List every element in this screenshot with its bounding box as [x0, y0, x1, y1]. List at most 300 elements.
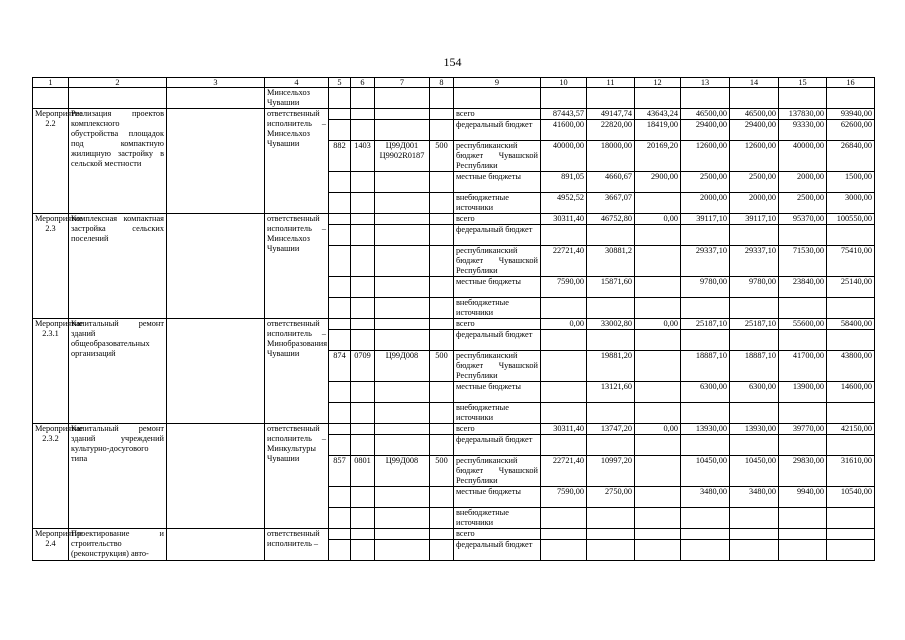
header-row	[33, 78, 875, 88]
amount-cell: 42150,00	[827, 424, 875, 435]
amount-cell: 55600,00	[779, 319, 827, 330]
amount-cell	[635, 435, 681, 456]
amount-cell	[681, 540, 730, 561]
empty-cell	[329, 540, 351, 561]
amount-cell	[827, 225, 875, 246]
funding-source: федеральный бюджет	[454, 330, 541, 351]
measure-name: Проектирование и строительство (реконструкция) авто-	[69, 529, 167, 561]
amount-cell: 137830,00	[779, 109, 827, 120]
empty-cell	[329, 193, 351, 214]
empty-cell	[329, 319, 351, 330]
table-row	[33, 319, 875, 330]
carryover-row	[33, 88, 875, 109]
table-row	[33, 214, 875, 225]
amount-cell: 10450,00	[681, 456, 730, 487]
empty-cell	[430, 319, 454, 330]
funding-source: всего	[454, 529, 541, 540]
empty-cell	[375, 88, 430, 109]
executor-cell: ответственный исполнитель – Минкультуры Чувашии	[265, 424, 329, 529]
amount-cell	[681, 225, 730, 246]
measure-name: Капитальный ремонт зданий общеобразовательных организаций	[69, 319, 167, 424]
code-expense: 500	[430, 351, 454, 382]
amount-cell	[779, 540, 827, 561]
empty-cell	[375, 330, 430, 351]
amount-cell: 46500,00	[681, 109, 730, 120]
amount-cell: 10450,00	[730, 456, 779, 487]
amount-cell	[730, 330, 779, 351]
code-target: Ц99Д008	[375, 456, 430, 487]
empty-cell	[69, 88, 167, 109]
empty-cell	[430, 382, 454, 403]
amount-cell: 891,05	[541, 172, 587, 193]
empty-cell	[430, 88, 454, 109]
code-grbs: 874	[329, 351, 351, 382]
amount-cell: 0,00	[635, 214, 681, 225]
amount-cell	[730, 540, 779, 561]
empty-cell	[730, 88, 779, 109]
amount-cell	[827, 298, 875, 319]
empty-cell	[430, 508, 454, 529]
code-expense: 500	[430, 141, 454, 172]
empty-cell	[351, 214, 375, 225]
empty-cell	[351, 403, 375, 424]
empty-cell	[351, 298, 375, 319]
empty-cell	[375, 225, 430, 246]
amount-cell	[541, 382, 587, 403]
amount-cell	[635, 540, 681, 561]
executor-cell: ответственный исполнитель –	[265, 529, 329, 561]
empty-cell	[375, 319, 430, 330]
empty-cell	[329, 298, 351, 319]
code-section: 1403	[351, 141, 375, 172]
code-grbs: 882	[329, 141, 351, 172]
amount-cell: 3667,07	[587, 193, 635, 214]
empty-cell	[375, 298, 430, 319]
empty-cell	[375, 424, 430, 435]
amount-cell: 29400,00	[730, 120, 779, 141]
funding-source: внебюджетные источники	[454, 298, 541, 319]
empty-cell	[375, 246, 430, 277]
amount-cell: 10997,20	[587, 456, 635, 487]
amount-cell: 40000,00	[779, 141, 827, 172]
empty-cell	[167, 214, 265, 319]
amount-cell	[779, 435, 827, 456]
amount-cell: 0,00	[541, 319, 587, 330]
amount-cell: 13747,20	[587, 424, 635, 435]
empty-cell	[587, 88, 635, 109]
amount-cell: 87443,57	[541, 109, 587, 120]
empty-cell	[351, 172, 375, 193]
amount-cell: 41700,00	[779, 351, 827, 382]
column-header: 13	[681, 78, 730, 88]
empty-cell	[329, 120, 351, 141]
empty-cell	[351, 109, 375, 120]
empty-cell	[430, 298, 454, 319]
column-header: 4	[265, 78, 329, 88]
amount-cell: 25187,10	[681, 319, 730, 330]
empty-cell	[167, 109, 265, 214]
amount-cell	[541, 225, 587, 246]
amount-cell: 3480,00	[730, 487, 779, 508]
amount-cell	[541, 330, 587, 351]
empty-cell	[430, 214, 454, 225]
amount-cell: 26840,00	[827, 141, 875, 172]
empty-cell	[329, 487, 351, 508]
amount-cell: 39770,00	[779, 424, 827, 435]
empty-cell	[430, 403, 454, 424]
funding-source: всего	[454, 424, 541, 435]
empty-cell	[375, 403, 430, 424]
empty-cell	[635, 88, 681, 109]
empty-cell	[351, 508, 375, 529]
amount-cell	[827, 435, 875, 456]
amount-cell: 7590,00	[541, 487, 587, 508]
amount-cell	[635, 508, 681, 529]
empty-cell	[329, 172, 351, 193]
amount-cell	[635, 277, 681, 298]
amount-cell: 2750,00	[587, 487, 635, 508]
amount-cell: 13900,00	[779, 382, 827, 403]
amount-cell	[827, 540, 875, 561]
empty-cell	[329, 382, 351, 403]
funding-source: внебюджетные источники	[454, 508, 541, 529]
empty-cell	[351, 319, 375, 330]
funding-source: внебюджетные источники	[454, 403, 541, 424]
amount-cell: 15871,60	[587, 277, 635, 298]
code-expense: 500	[430, 456, 454, 487]
amount-cell: 93940,00	[827, 109, 875, 120]
measure-id: Мероприятие 2.2	[33, 109, 69, 214]
amount-cell: 13930,00	[681, 424, 730, 435]
amount-cell	[681, 298, 730, 319]
amount-cell: 71530,00	[779, 246, 827, 277]
amount-cell: 18887,10	[681, 351, 730, 382]
amount-cell: 46752,80	[587, 214, 635, 225]
amount-cell: 29830,00	[779, 456, 827, 487]
empty-cell	[375, 382, 430, 403]
empty-cell	[33, 88, 69, 109]
empty-cell	[779, 88, 827, 109]
amount-cell: 29337,10	[730, 246, 779, 277]
table-row	[33, 109, 875, 120]
amount-cell: 2900,00	[635, 172, 681, 193]
amount-cell: 2000,00	[681, 193, 730, 214]
funding-source: федеральный бюджет	[454, 540, 541, 561]
amount-cell: 95370,00	[779, 214, 827, 225]
amount-cell	[730, 298, 779, 319]
amount-cell: 29337,10	[681, 246, 730, 277]
column-header: 14	[730, 78, 779, 88]
amount-cell	[587, 225, 635, 246]
amount-cell	[730, 529, 779, 540]
executor-cell: ответственный исполнитель – Минобразования Чувашии	[265, 319, 329, 424]
amount-cell	[730, 508, 779, 529]
amount-cell: 25187,10	[730, 319, 779, 330]
amount-cell	[635, 382, 681, 403]
empty-cell	[375, 120, 430, 141]
measure-id: Мероприятие 2.4	[33, 529, 69, 561]
empty-cell	[375, 435, 430, 456]
measure-id: Мероприятие 2.3.2	[33, 424, 69, 529]
amount-cell: 3480,00	[681, 487, 730, 508]
amount-cell: 22721,40	[541, 456, 587, 487]
table-row	[33, 424, 875, 435]
amount-cell: 93330,00	[779, 120, 827, 141]
empty-cell	[430, 424, 454, 435]
amount-cell	[779, 225, 827, 246]
funding-source: местные бюджеты	[454, 487, 541, 508]
amount-cell: 19881,20	[587, 351, 635, 382]
amount-cell: 0,00	[635, 319, 681, 330]
empty-cell	[430, 540, 454, 561]
amount-cell: 6300,00	[681, 382, 730, 403]
empty-cell	[351, 540, 375, 561]
empty-cell	[167, 424, 265, 529]
amount-cell: 7590,00	[541, 277, 587, 298]
amount-cell	[779, 330, 827, 351]
amount-cell: 3000,00	[827, 193, 875, 214]
table-row	[33, 529, 875, 540]
empty-cell	[329, 277, 351, 298]
amount-cell	[541, 298, 587, 319]
empty-cell	[351, 246, 375, 277]
amount-cell	[541, 351, 587, 382]
amount-cell: 30881,2	[587, 246, 635, 277]
amount-cell: 12600,00	[730, 141, 779, 172]
amount-cell: 2500,00	[730, 172, 779, 193]
empty-cell	[430, 109, 454, 120]
amount-cell: 18000,00	[587, 141, 635, 172]
code-target: Ц99Д008	[375, 351, 430, 382]
amount-cell	[779, 298, 827, 319]
empty-cell	[351, 435, 375, 456]
amount-cell	[587, 435, 635, 456]
amount-cell: 30311,40	[541, 214, 587, 225]
empty-cell	[351, 193, 375, 214]
empty-cell	[351, 382, 375, 403]
empty-cell	[329, 508, 351, 529]
empty-cell	[351, 529, 375, 540]
amount-cell	[635, 225, 681, 246]
empty-cell	[375, 214, 430, 225]
empty-cell	[454, 88, 541, 109]
amount-cell	[587, 529, 635, 540]
amount-cell: 18887,10	[730, 351, 779, 382]
empty-cell	[375, 508, 430, 529]
empty-cell	[430, 120, 454, 141]
amount-cell: 13930,00	[730, 424, 779, 435]
funding-source: федеральный бюджет	[454, 120, 541, 141]
column-header: 7	[375, 78, 430, 88]
amount-cell	[635, 351, 681, 382]
amount-cell: 33002,80	[587, 319, 635, 330]
amount-cell: 9780,00	[730, 277, 779, 298]
code-grbs: 857	[329, 456, 351, 487]
amount-cell: 2000,00	[730, 193, 779, 214]
amount-cell: 14600,00	[827, 382, 875, 403]
amount-cell	[587, 330, 635, 351]
empty-cell	[430, 529, 454, 540]
code-section: 0801	[351, 456, 375, 487]
empty-cell	[329, 214, 351, 225]
empty-cell	[351, 88, 375, 109]
empty-cell	[351, 120, 375, 141]
amount-cell	[779, 508, 827, 529]
column-header: 9	[454, 78, 541, 88]
column-header: 12	[635, 78, 681, 88]
empty-cell	[329, 529, 351, 540]
column-header: 6	[351, 78, 375, 88]
amount-cell	[635, 330, 681, 351]
amount-cell	[635, 456, 681, 487]
amount-cell	[635, 487, 681, 508]
empty-cell	[167, 529, 265, 561]
amount-cell: 43643,24	[635, 109, 681, 120]
code-section: 0709	[351, 351, 375, 382]
amount-cell	[827, 508, 875, 529]
empty-cell	[375, 487, 430, 508]
amount-cell	[587, 403, 635, 424]
executor-cell: ответственный исполнитель – Минсельхоз Чувашии	[265, 214, 329, 319]
amount-cell	[730, 435, 779, 456]
amount-cell	[587, 540, 635, 561]
amount-cell: 4660,67	[587, 172, 635, 193]
amount-cell: 4952,52	[541, 193, 587, 214]
empty-cell	[351, 424, 375, 435]
empty-cell	[351, 225, 375, 246]
amount-cell	[541, 403, 587, 424]
funding-source: федеральный бюджет	[454, 225, 541, 246]
amount-cell: 9780,00	[681, 277, 730, 298]
amount-cell: 10540,00	[827, 487, 875, 508]
empty-cell	[351, 487, 375, 508]
amount-cell: 23840,00	[779, 277, 827, 298]
amount-cell	[681, 435, 730, 456]
funding-source: местные бюджеты	[454, 277, 541, 298]
empty-cell	[375, 540, 430, 561]
amount-cell: 25140,00	[827, 277, 875, 298]
amount-cell: 13121,60	[587, 382, 635, 403]
amount-cell	[730, 403, 779, 424]
amount-cell	[779, 403, 827, 424]
column-header: 10	[541, 78, 587, 88]
amount-cell	[681, 330, 730, 351]
empty-cell	[351, 277, 375, 298]
amount-cell: 0,00	[635, 424, 681, 435]
measure-id: Мероприятие 2.3	[33, 214, 69, 319]
amount-cell: 2000,00	[779, 172, 827, 193]
amount-cell: 75410,00	[827, 246, 875, 277]
funding-source: республиканский бюджет Чувашской Республики	[454, 351, 541, 382]
column-header: 1	[33, 78, 69, 88]
funding-source: внебюджетные источники	[454, 193, 541, 214]
empty-cell	[329, 88, 351, 109]
amount-cell	[681, 403, 730, 424]
empty-cell	[430, 435, 454, 456]
amount-cell: 40000,00	[541, 141, 587, 172]
amount-cell: 20169,20	[635, 141, 681, 172]
amount-cell	[681, 529, 730, 540]
amount-cell: 2500,00	[681, 172, 730, 193]
empty-cell	[375, 529, 430, 540]
amount-cell	[827, 529, 875, 540]
amount-cell	[635, 403, 681, 424]
empty-cell	[430, 330, 454, 351]
measure-name: Комплексная компактная застройка сельских поселений	[69, 214, 167, 319]
empty-cell	[167, 88, 265, 109]
amount-cell: 43800,00	[827, 351, 875, 382]
column-header: 15	[779, 78, 827, 88]
funding-source: местные бюджеты	[454, 382, 541, 403]
empty-cell	[375, 277, 430, 298]
empty-cell	[329, 435, 351, 456]
empty-cell	[329, 109, 351, 120]
funding-source: республиканский бюджет Чувашской Республики	[454, 246, 541, 277]
empty-cell	[375, 172, 430, 193]
amount-cell: 12600,00	[681, 141, 730, 172]
empty-cell	[430, 246, 454, 277]
budget-table	[32, 77, 875, 561]
executor-cell: ответственный исполнитель – Минсельхоз Чувашии	[265, 109, 329, 214]
amount-cell: 1500,00	[827, 172, 875, 193]
empty-cell	[375, 109, 430, 120]
empty-cell	[329, 330, 351, 351]
empty-cell	[430, 277, 454, 298]
measure-name: Капитальный ремонт зданий учреждений культурно-досугового типа	[69, 424, 167, 529]
empty-cell	[827, 88, 875, 109]
amount-cell: 100550,00	[827, 214, 875, 225]
amount-cell	[827, 330, 875, 351]
empty-cell	[167, 319, 265, 424]
amount-cell: 30311,40	[541, 424, 587, 435]
funding-source: федеральный бюджет	[454, 435, 541, 456]
code-target: Ц99Д001 Ц9902R0187	[375, 141, 430, 172]
measure-name: Реализация проектов комплексного обустройства площадок под компактную жилищную застройку в сельской местности	[69, 109, 167, 214]
empty-cell	[430, 487, 454, 508]
amount-cell: 29400,00	[681, 120, 730, 141]
empty-cell	[329, 403, 351, 424]
empty-cell	[329, 225, 351, 246]
amount-cell: 6300,00	[730, 382, 779, 403]
amount-cell: 41600,00	[541, 120, 587, 141]
empty-cell	[681, 88, 730, 109]
page-number: 154	[443, 55, 462, 69]
amount-cell: 22721,40	[541, 246, 587, 277]
empty-cell	[541, 88, 587, 109]
amount-cell: 22820,00	[587, 120, 635, 141]
amount-cell: 9940,00	[779, 487, 827, 508]
empty-cell	[430, 172, 454, 193]
amount-cell	[827, 403, 875, 424]
amount-cell	[541, 508, 587, 529]
column-header: 5	[329, 78, 351, 88]
amount-cell: 2500,00	[779, 193, 827, 214]
empty-cell	[430, 193, 454, 214]
empty-cell	[329, 424, 351, 435]
amount-cell: 46500,00	[730, 109, 779, 120]
amount-cell	[541, 540, 587, 561]
funding-source: всего	[454, 214, 541, 225]
empty-cell	[430, 225, 454, 246]
amount-cell: 58400,00	[827, 319, 875, 330]
amount-cell	[730, 225, 779, 246]
amount-cell	[635, 298, 681, 319]
funding-source: местные бюджеты	[454, 172, 541, 193]
executor-cell: Минсельхоз Чувашии	[265, 88, 329, 109]
funding-source: всего	[454, 109, 541, 120]
amount-cell: 31610,00	[827, 456, 875, 487]
amount-cell	[779, 529, 827, 540]
